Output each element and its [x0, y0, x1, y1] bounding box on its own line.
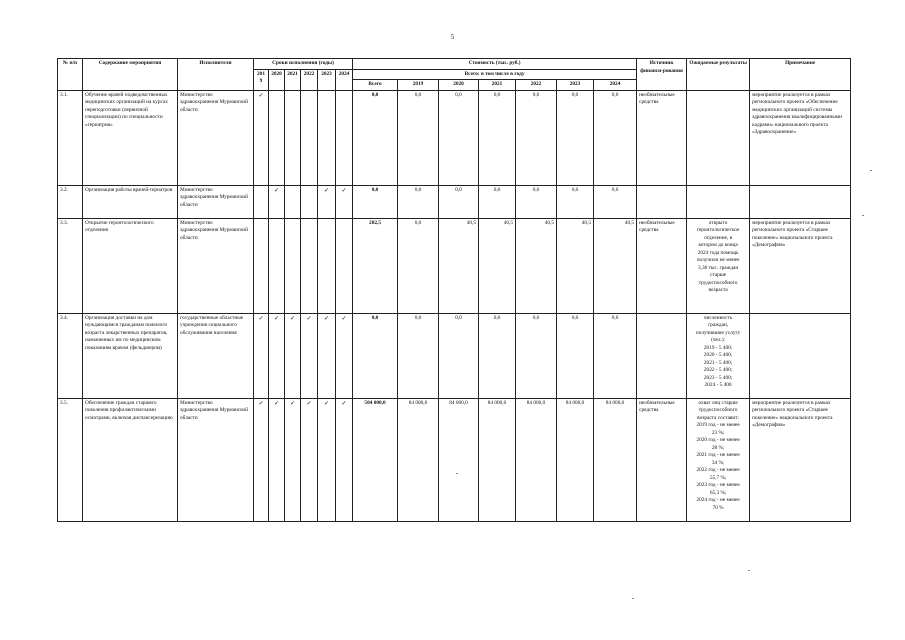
row-expected [687, 398, 750, 521]
header-executors: Исполнители [178, 59, 254, 91]
expected-line: численность [703, 314, 733, 321]
row-cost-2022: 0,0 [516, 185, 557, 218]
expected-line: получили не менее [696, 257, 740, 264]
row-cost-2022: 84 000,0 [516, 398, 557, 521]
expected-line: 2024 год - не менее [696, 497, 740, 504]
check-mark-icon: ✓ [341, 400, 347, 407]
header-total: Всего [353, 80, 398, 91]
row-executors: Министерство здравоохранения Мурманской области [178, 90, 254, 185]
row-cost-2021: 0,0 [479, 90, 516, 185]
year-check-2019 [254, 185, 269, 218]
expected-line: 34 %; [711, 459, 725, 466]
year-check-2020 [269, 185, 285, 218]
year-check-2021 [285, 398, 301, 521]
expected-line: 70 % [712, 504, 724, 511]
expected-line: 2021 - 5 400; [703, 359, 733, 366]
expected-line: возраста составит: [697, 414, 740, 421]
row-num: 3.5. [58, 398, 83, 521]
row-cost-2020: 0,0 [439, 185, 479, 218]
row-note: мероприятие реализуется в рамках регионального проекта «Старшее поколение» национального проекта «Демография» [750, 398, 851, 521]
header-cost-2021: 2021 [479, 80, 516, 91]
row-cost-2021: 0,0 [479, 185, 516, 218]
row-cost-2019: 0,0 [398, 185, 439, 218]
expected-line: 2020 год - не менее [696, 437, 740, 444]
expected-line: трудоспособного [698, 279, 738, 286]
row-cost-2021: 84 000,0 [479, 398, 516, 521]
check-mark-icon: ✓ [323, 400, 330, 407]
expected-line: 2021 год - не менее [696, 452, 740, 459]
year-check-2021 [285, 90, 301, 185]
check-mark-icon: ✓ [341, 187, 347, 194]
expected-line: граждан, [708, 322, 729, 329]
row-source [637, 185, 687, 218]
expected-line: 2020 - 5 400; [703, 352, 733, 359]
row-content: Организация доставки на дом нуждающимся гражданам пожилого возраста лекарственных препаратов, назначенных им по медицинским показаниям врачом (фельдшером) [83, 313, 178, 398]
table-row [58, 398, 851, 521]
row-num: 3.2. [58, 185, 83, 218]
expected-line: геронтологическое [696, 227, 740, 234]
table-row [58, 313, 851, 398]
table-row [58, 185, 851, 218]
row-cost-2024: 84 000,0 [594, 398, 637, 521]
year-check-2021 [285, 218, 301, 313]
header-cost-2019: 2019 [398, 80, 439, 91]
row-cost-2022: 0,0 [516, 313, 557, 398]
row-source [637, 313, 687, 398]
expected-line: 23 %; [711, 429, 725, 436]
row-content: Организация работы врачей-гериатров [83, 185, 178, 218]
year-check-2023 [318, 185, 336, 218]
expected-line: 2023 год - не менее [696, 482, 740, 489]
row-source: необязательные средства [637, 398, 687, 521]
expected-line: (чел.): [711, 337, 726, 344]
row-content: Обучение врачей подведомственных медицинских организаций на курсах переподготовки (первичной специализации) по специальности «гериатрия» [83, 90, 178, 185]
expected-line: трудоспособного [698, 407, 738, 414]
header-year-2019: 2019 [254, 69, 269, 90]
year-check-2023 [318, 398, 336, 521]
row-total-value: 504 000,0 [364, 399, 386, 406]
header-content: Содержание мероприятия [83, 59, 178, 91]
expected-line: открыто [708, 219, 728, 226]
expected-line: 2024 года помощь [697, 249, 739, 256]
check-mark-icon: ✓ [273, 315, 280, 322]
row-expected [687, 185, 750, 218]
row-cost-2019: 84 000,0 [398, 398, 439, 521]
year-check-2022 [301, 313, 318, 398]
row-cost-2020: 0,0 [439, 313, 479, 398]
row-cost-2020: 0,0 [439, 90, 479, 185]
row-num: 3.1. [58, 90, 83, 185]
check-mark-icon: ✓ [341, 315, 347, 322]
table-row [58, 90, 851, 185]
page-number: 5 [450, 33, 455, 41]
row-cost-2022: 40,5 [516, 218, 557, 313]
header-cost-2020: 2020 [439, 80, 479, 91]
expected-line: 28 %; [711, 444, 725, 451]
header-year-2021: 2021 [285, 69, 301, 90]
row-note [750, 313, 851, 398]
year-check-2021 [285, 313, 301, 398]
measures-table [57, 58, 851, 522]
header-num: № п/п [58, 59, 83, 91]
row-total [353, 313, 398, 398]
row-note: мероприятие реализуется в рамках регионального проекта «Обеспечение медицинских организаций системы здравоохранения квалифицированными кадрами» национального проекта «Здравоохранение» [750, 90, 851, 185]
year-check-2022 [301, 218, 318, 313]
row-total-value: 0,0 [371, 91, 379, 98]
header-cost-sub: Всего: в том числе в году [353, 69, 637, 80]
year-check-2023 [318, 313, 336, 398]
expected-line: получившие услугу [695, 329, 741, 336]
row-cost-2023: 40,5 [557, 218, 594, 313]
expected-line: 2023 - 5 400; [703, 374, 733, 381]
row-cost-2019: 0,0 [398, 90, 439, 185]
expected-line: 2019 год - не менее [696, 422, 740, 429]
row-executors: Министерство здравоохранения Мурманской области [178, 218, 254, 313]
header-cost-2022: 2022 [516, 80, 557, 91]
row-cost-2020: 84 000,0 [439, 398, 479, 521]
row-total-value: 0,0 [371, 314, 379, 321]
header-cost-2024: 2024 [594, 80, 637, 91]
header-expected: Ожидаемые результаты [687, 59, 750, 91]
row-cost-2023: 0,0 [557, 185, 594, 218]
row-expected [687, 218, 750, 313]
row-cost-2023: 84 000,0 [557, 398, 594, 521]
table-row [58, 218, 851, 313]
header-year-2020: 2020 [269, 69, 285, 90]
row-total [353, 398, 398, 521]
check-mark-icon: ✓ [289, 315, 296, 322]
expected-line: котором до конца [698, 242, 738, 249]
year-check-2019 [254, 218, 269, 313]
check-mark-icon: ✓ [258, 400, 264, 407]
check-mark-icon: ✓ [258, 92, 264, 99]
year-check-2022 [301, 398, 318, 521]
year-check-2019 [254, 313, 269, 398]
check-mark-icon: ✓ [258, 315, 264, 322]
check-mark-icon: ✓ [273, 400, 280, 407]
year-check-2020 [269, 218, 285, 313]
row-source: необязательные средства [637, 90, 687, 185]
year-check-2020 [269, 398, 285, 521]
row-cost-2024: 0,0 [594, 90, 637, 185]
row-note: мероприятие реализуется в рамках регионального проекта «Старшее поколение» национального проекта «Демография» [750, 218, 851, 313]
year-check-2023 [318, 90, 336, 185]
header-note: Примечание [750, 59, 851, 91]
year-check-2024 [336, 90, 353, 185]
row-total [353, 90, 398, 185]
year-check-2020 [269, 90, 285, 185]
expected-line: возраста [708, 287, 728, 294]
year-check-2021 [285, 185, 301, 218]
row-note [750, 185, 851, 218]
row-expected [687, 90, 750, 185]
expected-line: 2019 - 5 400; [703, 344, 733, 351]
expected-line: охват лиц старше [698, 399, 738, 406]
row-total [353, 185, 398, 218]
year-check-2024 [336, 313, 353, 398]
row-executors: государственные областные учреждения социального обслуживания населения [178, 313, 254, 398]
check-mark-icon: ✓ [273, 187, 280, 194]
row-source: необязательные средства [637, 218, 687, 313]
row-num: 3.4. [58, 313, 83, 398]
expected-line: старше [710, 272, 727, 279]
header-terms: Сроки исполнения (годы) [254, 59, 353, 70]
expected-line: 2022 - 5 400; [703, 367, 733, 374]
row-cost-2023: 0,0 [557, 313, 594, 398]
row-cost-2024: 40,5 [594, 218, 637, 313]
year-check-2024 [336, 218, 353, 313]
check-mark-icon: ✓ [323, 315, 330, 322]
year-check-2024 [336, 185, 353, 218]
row-num: 3.3. [58, 218, 83, 313]
row-cost-2024: 0,0 [594, 185, 637, 218]
check-mark-icon: ✓ [323, 187, 330, 194]
expected-line: 55,7 %; [709, 474, 727, 481]
row-cost-2022: 0,0 [516, 90, 557, 185]
header-year-2023: 2023 [318, 69, 336, 90]
row-cost-2019: 0,0 [398, 218, 439, 313]
row-executors: Министерство здравоохранения Мурманской области [178, 185, 254, 218]
check-mark-icon: ✓ [306, 315, 312, 322]
expected-line: отделение, в [704, 234, 733, 241]
row-cost-2023: 0,0 [557, 90, 594, 185]
year-check-2023 [318, 218, 336, 313]
check-mark-icon: ✓ [289, 400, 296, 407]
row-content: Открытие геронтологического отделения [83, 218, 178, 313]
expected-line: 2024 - 5 400 [704, 382, 732, 389]
row-content: Обеспечение граждан старшего поколения профилактическими осмотрами, включая диспансеризацию [83, 398, 178, 521]
header-cost-2023: 2023 [557, 80, 594, 91]
expected-line: 65,3 %; [709, 489, 727, 496]
year-check-2019 [254, 90, 269, 185]
row-cost-2019: 0,0 [398, 313, 439, 398]
expected-line: 2022 год - не менее [696, 467, 740, 474]
row-cost-2021: 0,0 [479, 313, 516, 398]
row-executors: Министерство здравоохранения Мурманской области [178, 398, 254, 521]
row-total-value: 202,5 [369, 219, 381, 226]
year-check-2020 [269, 313, 285, 398]
year-check-2022 [301, 185, 318, 218]
header-year-2022: 2022 [301, 69, 318, 90]
check-mark-icon: ✓ [306, 400, 312, 407]
year-check-2019 [254, 398, 269, 521]
row-total-value: 0,0 [371, 186, 379, 193]
row-total [353, 218, 398, 313]
row-cost-2020: 40,5 [439, 218, 479, 313]
year-check-2022 [301, 90, 318, 185]
header-source: Источник финанси-рования [637, 59, 687, 91]
year-check-2024 [336, 398, 353, 521]
expected-line: 3,36 тыс. граждан [698, 264, 739, 271]
header-year-2024: 2024 [336, 69, 353, 90]
row-expected [687, 313, 750, 398]
header-cost: Стоимость (тыс. руб.) [353, 59, 637, 70]
row-cost-2021: 40,5 [479, 218, 516, 313]
row-cost-2024: 0,0 [594, 313, 637, 398]
